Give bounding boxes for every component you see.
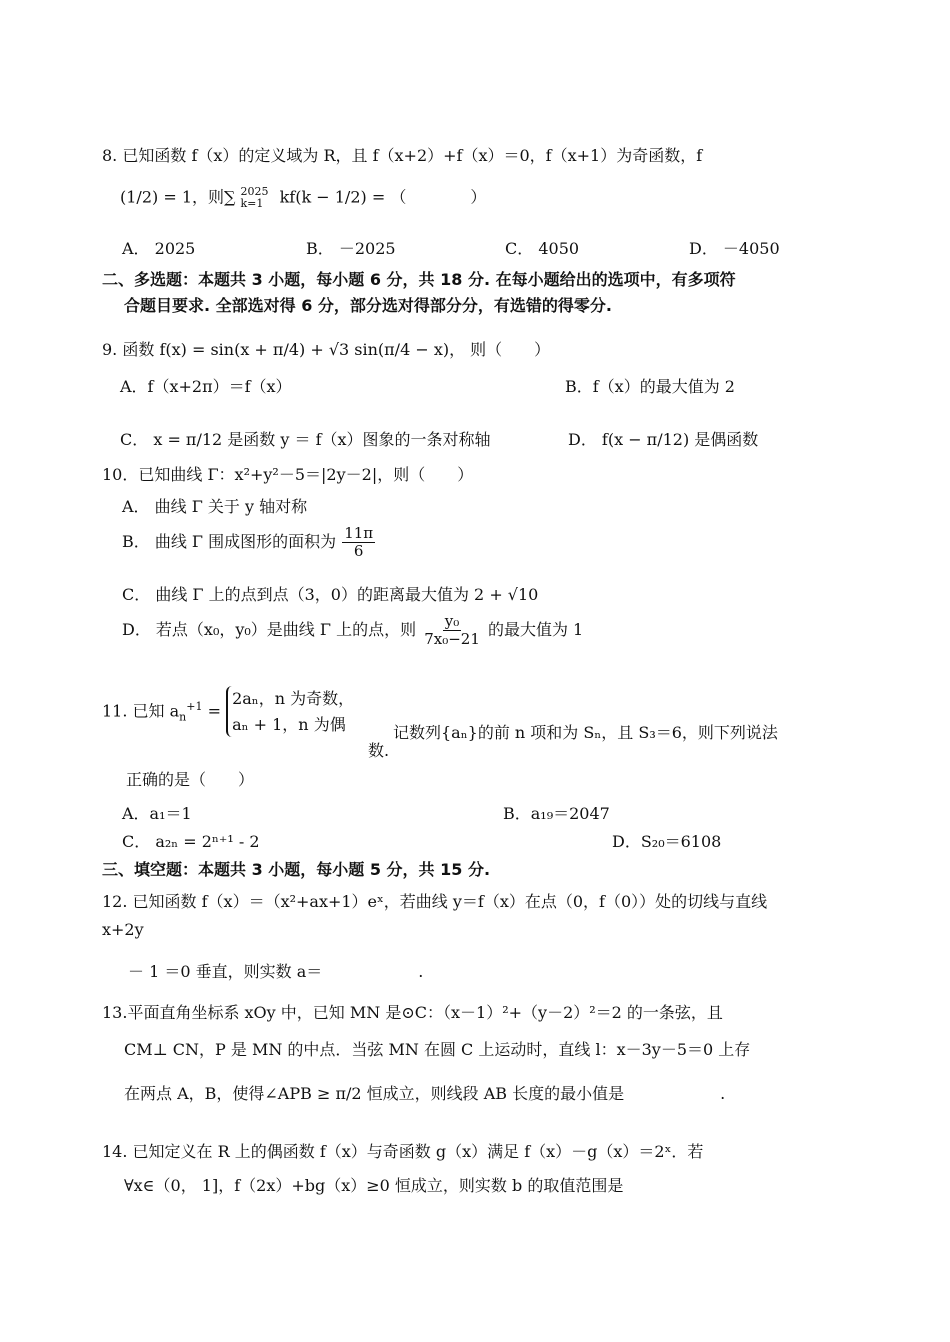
q8-option-c: C． 4050 — [505, 239, 580, 258]
section2-heading-line1: 二、多选题：本题共 3 小题，每小题 6 分，共 18 分. 在每小题给出的选项中，有多项符 — [102, 270, 736, 289]
q13-line2: CM⊥ CN，P 是 MN 的中点．当弦 MN 在圆 C 上运动时，直线 l：x－3y－5＝0 上存 — [124, 1040, 751, 1059]
q11-stem-tail: 记数列{aₙ}的前 n 项和为 Sₙ，且 S₃＝6，则下列说法 — [393, 723, 778, 742]
q10-option-a: A． 曲线 Γ 关于 y 轴对称 — [122, 497, 308, 516]
q9-option-b: B．f（x）的最大值为 2 — [565, 377, 735, 396]
q8-sum-lower: k=1 — [240, 197, 264, 211]
q10-b-fraction — [342, 526, 375, 559]
q8-line2-pre: (1/2) = 1，则∑ — [120, 187, 236, 207]
q11-case-odd: 2aₙ，n 为奇数， — [232, 689, 355, 708]
section3-heading: 三、填空题：本题共 3 小题，每小题 5 分，共 15 分. — [102, 860, 491, 879]
q10-d-text: D． 若点（x₀，y₀）是曲线 Γ 上的点，则 — [122, 620, 417, 639]
q8-sum-upper: 2025 — [240, 185, 269, 198]
q8-option-a: A． 2025 — [122, 239, 196, 258]
q10-d-denominator: 7x₀−21 — [424, 630, 480, 648]
q11-line2: 正确的是（ ） — [126, 770, 255, 789]
q10-b-numerator: 11π — [344, 524, 374, 542]
q11-option-c: C． a₂ₙ = 2ⁿ⁺¹ - 2 — [122, 832, 260, 851]
q10-option-b — [122, 526, 376, 559]
q8-line2-post: kf(k − 1/2) = （ ） — [279, 187, 487, 207]
q9-option-c: C． x = π/12 是函数 y ＝ f（x）图象的一条对称轴 — [120, 430, 491, 449]
q11-case-even: aₙ + 1，n 为偶 — [232, 714, 346, 734]
q9-option-a: A．f（x+2π）＝f（x） — [120, 377, 292, 396]
q9-option-d: D． f(x − π/12) 是偶函数 — [568, 430, 759, 449]
q14-line2: ∀x∈（0， 1]，f（2x）+bg（x）≥0 恒成立，则实数 b 的取值范围是 — [124, 1176, 624, 1195]
q14-line1: 14. 已知定义在 R 上的偶函数 f（x）与奇函数 g（x）满足 f（x）－g（x）＝2ˣ．若 — [102, 1142, 704, 1161]
q10-d-numerator: y₀ — [444, 612, 460, 630]
q12-line2: x+2y — [102, 920, 144, 939]
q8-option-b: B． －2025 — [306, 239, 396, 258]
q11-option-d: D．S₂₀＝6108 — [612, 832, 722, 851]
q10-d-tail: 的最大值为 1 — [487, 620, 584, 639]
q10-option-d — [122, 614, 583, 647]
q11-prefix: 11. 已知 a — [102, 701, 180, 721]
q13-line3: 在两点 A，B，使得∠APB ≥ π/2 恒成立，则线段 AB 长度的最小值是 . — [124, 1084, 726, 1103]
section2-heading-line2: 合题目要求. 全部选对得 6 分，部分选对得部分分，有选错的得零分. — [124, 296, 613, 315]
q10-option-c: C． 曲线 Γ 上的点到点（3，0）的距离最大值为 2 + √10 — [122, 585, 539, 604]
q10-d-fraction — [422, 614, 482, 647]
q8-stem-line1: 8. 已知函数 f（x）的定义域为 R，且 f（x+2）+f（x）＝0，f（x+1）为奇函数，f — [102, 146, 703, 165]
q12-line3: － 1 ＝0 垂直，则实数 a＝ . — [128, 962, 424, 981]
q13-line1: 13.平面直角坐标系 xOy 中，已知 MN 是⊙C：（x－1）²+（y－2）²＝2 的一条弦，且 — [102, 1003, 723, 1022]
q10-stem: 10．已知曲线 Γ：x²+y²－5＝|2y－2|，则（ ） — [102, 465, 474, 484]
q11-stem: 11. 已知 $a_n^{+1}$ = 2aₙ，n 为奇数， aₙ + 1，n 为偶 — [102, 686, 358, 737]
q8-stem-line2 — [120, 186, 486, 210]
q10-b-denominator: 6 — [353, 542, 364, 560]
q11-case-even-tail: 数. — [368, 741, 390, 760]
q12-line1: 12. 已知函数 f（x）＝（x²+ax+1）eˣ，若曲线 y＝f（x）在点（0，f（0））处的切线与直线 — [102, 892, 768, 911]
q8-option-d: D． －4050 — [689, 239, 780, 258]
q9-stem: 9. 函数 f(x) = sin(x + π/4) + √3 sin(π/4 − x)， 则（ ） — [102, 340, 551, 359]
q11-option-a: A．a₁＝1 — [122, 804, 192, 823]
q10-b-text: B． 曲线 Γ 围成图形的面积为 — [122, 532, 337, 551]
q11-option-b: B．a₁₉＝2047 — [503, 804, 610, 823]
